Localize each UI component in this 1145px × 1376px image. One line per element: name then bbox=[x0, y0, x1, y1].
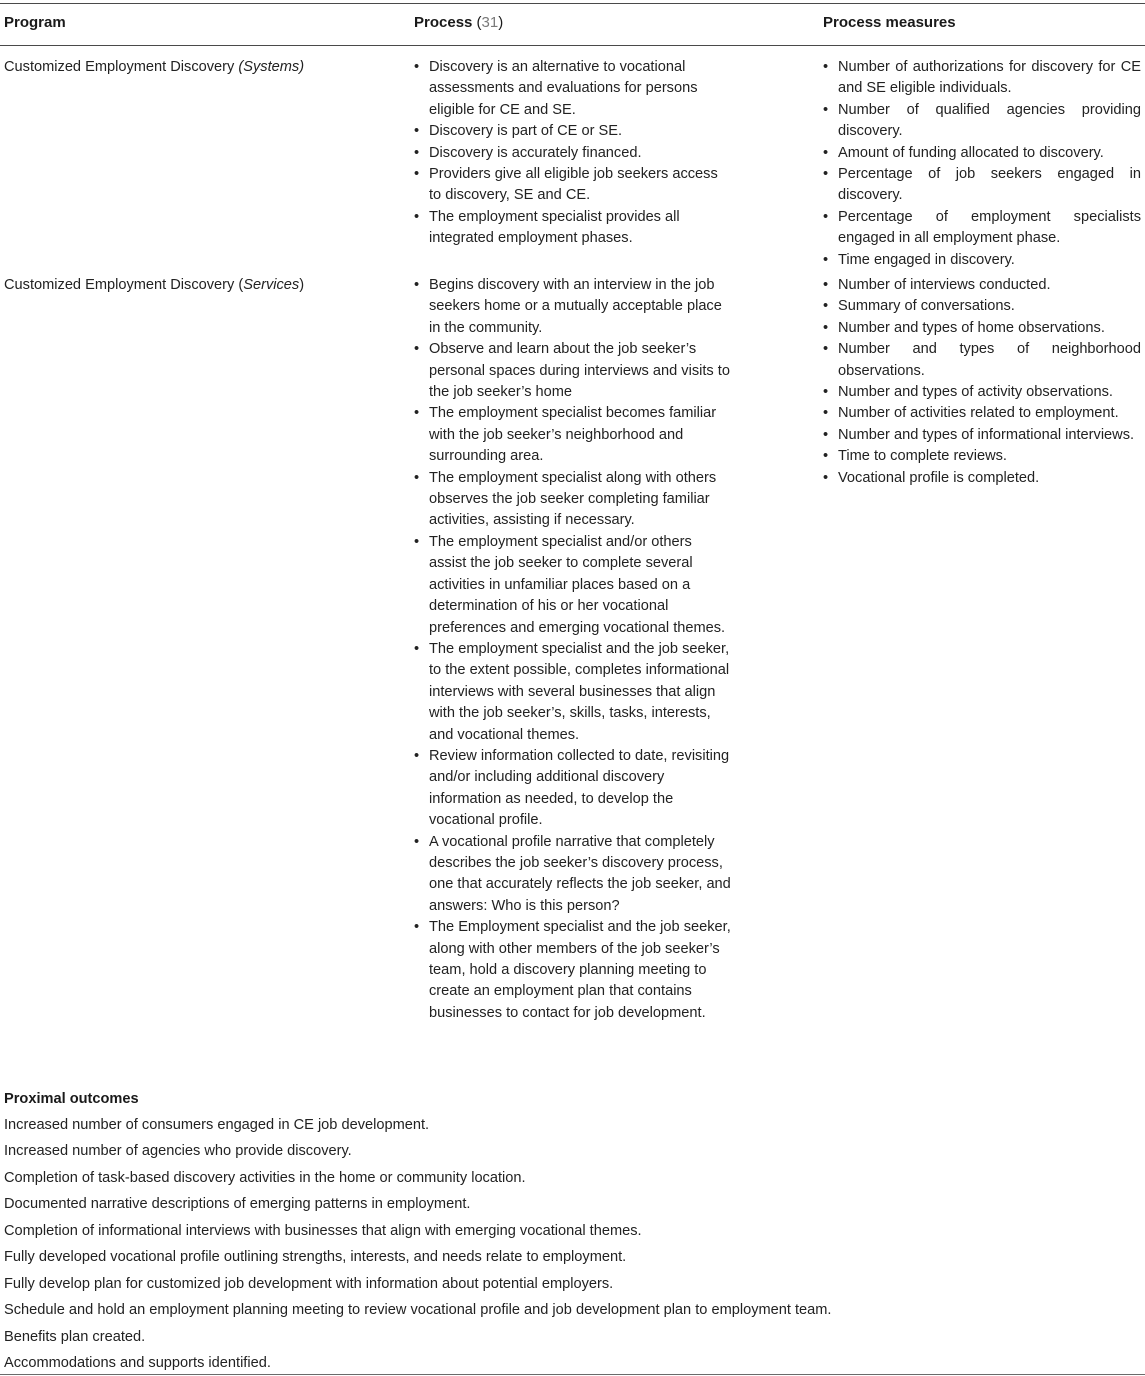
measure-item: • Number and types of informational interviews. bbox=[823, 425, 1141, 446]
program-name: Customized Employment Discovery bbox=[4, 59, 239, 75]
measure-item: • Number and types of neighborhood observations. bbox=[823, 339, 1141, 382]
process-item: • The employment specialist becomes familiar with the job seeker’s neighborhood and surrounding area. bbox=[414, 403, 732, 467]
process-item: • Providers give all eligible job seekers access to discovery, SE and CE. bbox=[414, 164, 732, 207]
measure-item: • Amount of funding allocated to discovery. bbox=[823, 143, 1141, 164]
process-item: • A vocational profile narrative that completely describes the job seeker’s discovery process, one that accurately reflects the job seeker, and answers: Who is this person? bbox=[414, 832, 732, 918]
measures-list bbox=[823, 57, 1141, 271]
measure-item: • Time engaged in discovery. bbox=[823, 250, 1141, 271]
outcome-item: Accommodations and supports identified. bbox=[4, 1355, 271, 1371]
outcome-item: Completion of task-based discovery activities in the home or community location. bbox=[4, 1170, 526, 1186]
table-bottom-rule bbox=[0, 1374, 1145, 1375]
measure-item: • Number of qualified agencies providing discovery. bbox=[823, 100, 1141, 143]
outcome-item: Fully developed vocational profile outlining strengths, interests, and needs relate to employment. bbox=[4, 1249, 627, 1265]
outcome-item: Fully develop plan for customized job development with information about potential employers. bbox=[4, 1276, 614, 1292]
process-item: • Discovery is accurately financed. bbox=[414, 143, 732, 164]
measure-item: • Number of activities related to employment. bbox=[823, 403, 1141, 424]
outcome-item: Schedule and hold an employment planning meeting to review vocational profile and job development plan to employment team. bbox=[4, 1302, 832, 1318]
program-name: Customized Employment Discovery ( bbox=[4, 277, 244, 293]
process-item: • Review information collected to date, revisiting and/or including additional discovery information as needed, to develop the vocational profile. bbox=[414, 746, 732, 832]
measure-item: • Percentage of employment specialists engaged in all employment phase. bbox=[823, 207, 1141, 250]
process-item: • The employment specialist provides all integrated employment phases. bbox=[414, 207, 732, 250]
header-process-paren-open: ( bbox=[472, 14, 482, 31]
measure-item: • Number of interviews conducted. bbox=[823, 275, 1141, 296]
program-qualifier: Services bbox=[243, 277, 300, 293]
process-list bbox=[414, 57, 732, 250]
process-item: • Begins discovery with an interview in the job seekers home or a mutually acceptable place in the community. bbox=[414, 275, 732, 339]
measure-item: • Number and types of activity observations. bbox=[823, 382, 1141, 403]
program-qualifier: (Systems) bbox=[238, 59, 305, 75]
outcome-item: Increased number of agencies who provide discovery. bbox=[4, 1143, 352, 1159]
table-header bbox=[0, 0, 1145, 46]
program-cell bbox=[4, 275, 304, 296]
outcome-item: Completion of informational interviews with businesses that align with emerging vocational themes. bbox=[4, 1223, 642, 1239]
program-cell bbox=[4, 57, 304, 78]
measure-item: • Number and types of home observations. bbox=[823, 318, 1141, 339]
measure-item: • Time to complete reviews. bbox=[823, 446, 1141, 467]
proximal-outcomes-title: Proximal outcomes bbox=[4, 1091, 139, 1107]
header-process-citation: 31 bbox=[481, 14, 499, 31]
process-item: • Observe and learn about the job seeker’s personal spaces during interviews and visits to the job seeker’s home bbox=[414, 339, 732, 403]
process-item: • The employment specialist along with others observes the job seeker completing familiar activities, assisting if necessary. bbox=[414, 468, 732, 532]
outcome-item: Documented narrative descriptions of emerging patterns in employment. bbox=[4, 1196, 471, 1212]
process-item: • Discovery is part of CE or SE. bbox=[414, 121, 732, 142]
header-process bbox=[414, 14, 503, 31]
outcome-item: Benefits plan created. bbox=[4, 1329, 146, 1345]
header-program: Program bbox=[4, 14, 66, 31]
measure-item: • Summary of conversations. bbox=[823, 296, 1141, 317]
outcome-item: Increased number of consumers engaged in CE job development. bbox=[4, 1117, 430, 1133]
header-rule bbox=[0, 45, 1145, 46]
header-process-measures: Process measures bbox=[823, 14, 956, 31]
process-item: • The employment specialist and/or others assist the job seeker to complete several activities in unfamiliar places based on a determination of his or her vocational preferences and emerging vocational themes. bbox=[414, 532, 732, 639]
header-process-label: Process bbox=[414, 14, 473, 31]
process-item: • The employment specialist and the job seeker, to the extent possible, completes informational interviews with several businesses that align with the job seeker’s, skills, tasks, interests, and vocational themes. bbox=[414, 639, 732, 746]
process-item: • Discovery is an alternative to vocational assessments and evaluations for persons eligible for CE and SE. bbox=[414, 57, 732, 121]
measures-list bbox=[823, 275, 1141, 489]
process-item: • The Employment specialist and the job seeker, along with other members of the job seeker’s team, hold a discovery planning meeting to create an employment plan that contains businesses to contact for job development. bbox=[414, 917, 732, 1024]
process-list bbox=[414, 275, 732, 1024]
measure-item: • Number of authorizations for discovery for CE and SE eligible individuals. bbox=[823, 57, 1141, 100]
program-close: ) bbox=[299, 277, 305, 293]
measure-item: • Vocational profile is completed. bbox=[823, 468, 1141, 489]
header-process-paren-close: ) bbox=[498, 14, 504, 31]
measure-item: • Percentage of job seekers engaged in discovery. bbox=[823, 164, 1141, 207]
